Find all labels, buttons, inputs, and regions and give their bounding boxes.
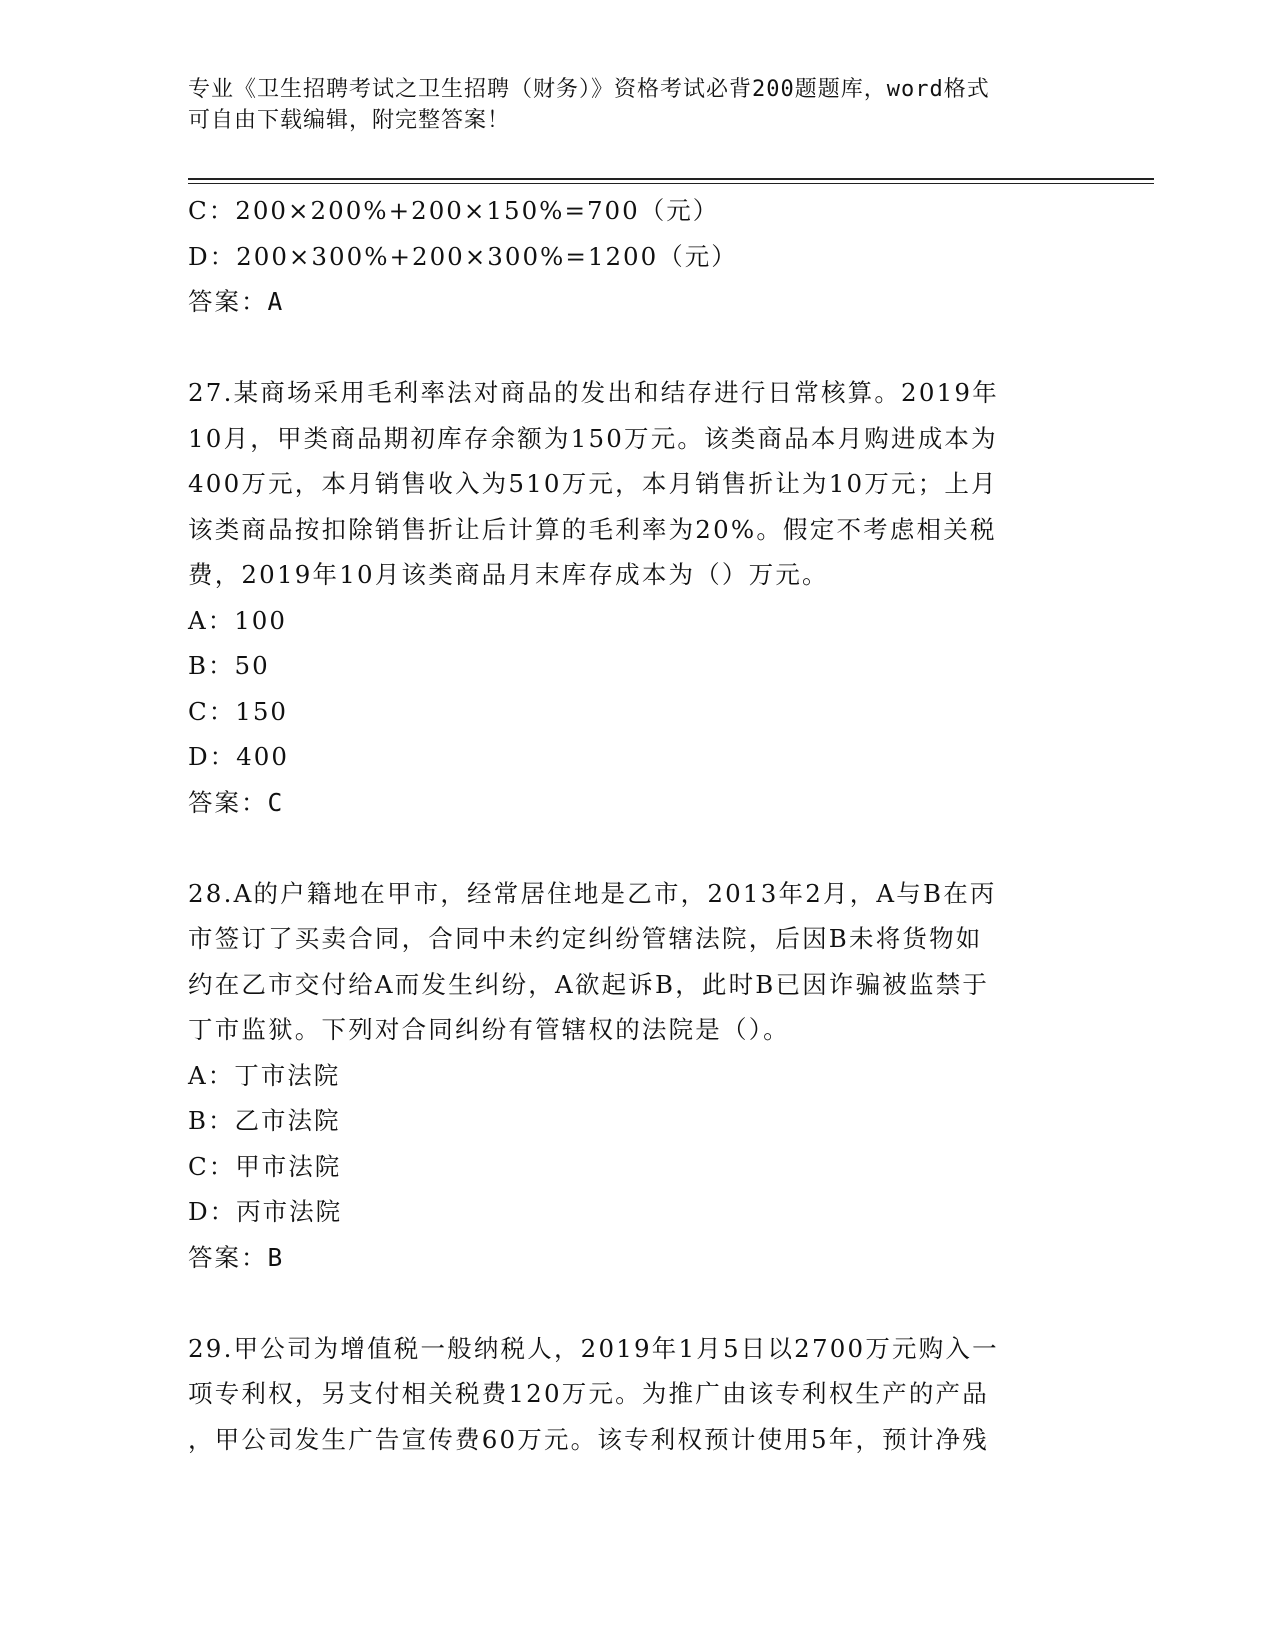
stem-line: ，甲公司发生广告宣传费60万元。该专利权预计使用5年，预计净残 (188, 1424, 989, 1454)
stem-line: 29.甲公司为增值税一般纳税人，2019年1月5日以2700万元购入一 (188, 1333, 999, 1363)
option-d: D：丙市法院 (188, 1197, 343, 1226)
question-stem (188, 871, 1088, 1053)
header-line-1: 专业《卫生招聘考试之卫生招聘（财务）》资格考试必背200题题库，word格式 (188, 77, 990, 102)
header-rule-thick (188, 178, 1154, 180)
answer-line: 答案：C (188, 787, 285, 817)
question-stem (188, 370, 1088, 598)
stem-line: 费，2019年10月该类商品月末库存成本为（）万元。 (188, 560, 829, 589)
previous-question-tail (188, 188, 1088, 325)
stem-line: 400万元，本月销售收入为510万元，本月销售折让为10万元；上月 (188, 469, 998, 498)
question-28 (188, 871, 1088, 1281)
spacer (188, 325, 1088, 371)
option-b: B：50 (188, 651, 270, 680)
option-d: D：400 (188, 742, 289, 771)
option-a: A：100 (188, 605, 287, 635)
header-rule-thin (188, 183, 1154, 184)
option-b: B：乙市法院 (188, 1106, 341, 1135)
stem-line: 约在乙市交付给A而发生纠纷，A欲起诉B，此时B已因诈骗被监禁于 (188, 969, 990, 999)
option-c: C：200×200%+200×150%=700（元） (188, 196, 720, 225)
stem-line: 市签订了买卖合同，合同中未约定纠纷管辖法院，后因B未将货物如 (188, 924, 983, 953)
stem-line: 丁市监狱。下列对合同纠纷有管辖权的法院是（）。 (188, 1015, 790, 1044)
stem-line: 该类商品按扣除销售折让后计算的毛利率为20%。假定不考虑相关税 (188, 514, 997, 544)
stem-line: 28.A的户籍地在甲市，经常居住地是乙市，2013年2月，A与B在丙 (188, 878, 997, 908)
question-stem (188, 1326, 1088, 1463)
document-header (188, 74, 1088, 136)
stem-line: 项专利权，另支付相关税费120万元。为推广由该专利权生产的产品 (188, 1379, 989, 1408)
option-c: C：150 (188, 696, 289, 726)
option-c: C：甲市法院 (188, 1151, 342, 1181)
spacer (188, 1280, 1088, 1326)
stem-line: 27.某商场采用毛利率法对商品的发出和结存进行日常核算。2019年 (188, 378, 999, 407)
stem-line: 10月，甲类商品期初库存余额为150万元。该类商品本月购进成本为 (188, 423, 998, 453)
option-a: A：丁市法院 (188, 1060, 341, 1090)
header-line-2: 可自由下载编辑，附完整答案！ (188, 108, 511, 133)
question-29 (188, 1326, 1088, 1463)
answer-line: 答案：A (188, 287, 285, 316)
option-d: D：200×300%+200×300%=1200（元） (188, 241, 738, 271)
document-body (188, 188, 1088, 1462)
answer-line: 答案：B (188, 1242, 285, 1272)
spacer (188, 825, 1088, 871)
question-27 (188, 370, 1088, 825)
